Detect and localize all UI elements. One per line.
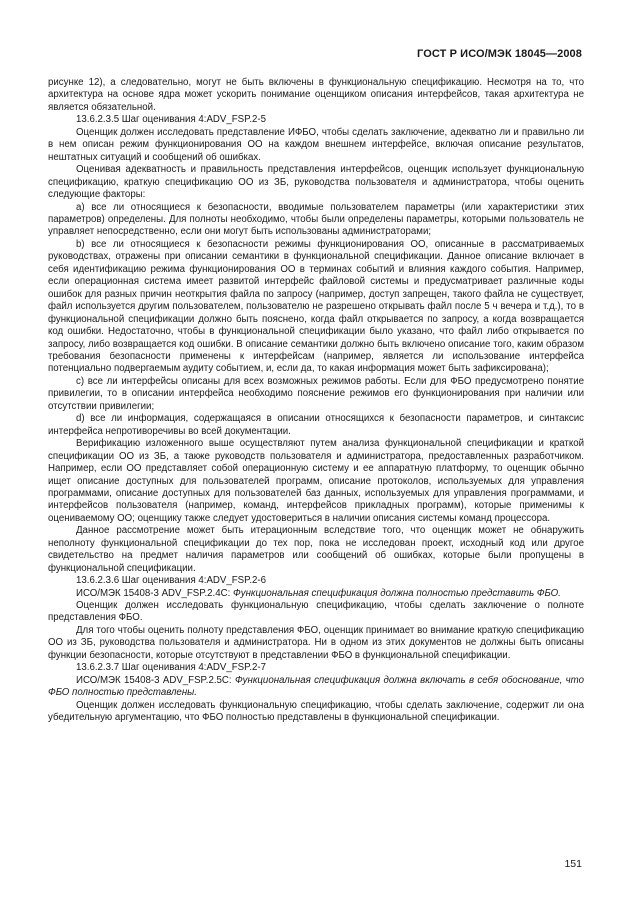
paragraph: Верификацию изложенного выше осуществляют путем анализа функциональной спецификации и краткой спецификации ОО из ЗБ, а также руководств пользователя и администратора, предоставленных разработчиком. Например, если ОО представляет собой операционную систему и ее аппаратную платформу, то оценщик обычно ищет описание доступных для пользователей программ, описание протоколов, используемых для управления программами, описание доступных для пользователей баз данных, используемых для управления программами, и интерфейсов пользователя (например, команд, интерфейсов прикладных программ), которые применимы к оцениваемому ОО; оценщику также следует удостовериться в наличии описания системы команд процессора. [48, 438, 584, 524]
section-heading-13-6-2-3-7: 13.6.2.3.7 Шаг оценивания 4:ADV_FSP.2-7 [76, 662, 267, 674]
paragraph: Оценщик должен исследовать представление ИФБО, чтобы сделать заключение, адекватно ли и правильно ли в нем описан режим функционирования ОО на каждом внешнем интерфейсе, включая описание результатов, нештатных ситуаций и сообщений об ошибках. [48, 126, 584, 163]
requirement-id: ИСО/МЭК 15408-3 ADV_FSP.2.4C: [76, 587, 234, 599]
paragraph: Оценивая адекватность и правильность представления интерфейсов, оценщик использует функциональную спецификацию, краткую спецификацию ОО из ЗБ, руководства пользователя и администратора, чтобы оценить следующие факторы: [48, 164, 584, 201]
paragraph: Оценщик должен исследовать функциональную спецификацию, чтобы сделать заключение о полноте представления ФБО. [48, 600, 584, 624]
list-item-d: d) все ли информация, содержащаяся в описании относящихся к безопасности параметров, и синтаксис интерфейса непротиворечивы во всей документации. [48, 413, 584, 437]
paragraph: Для того чтобы оценить полноту представления ФБО, оценщик принимает во внимание краткую спецификацию ОО из ЗБ, руководства пользователя и администратора. Ни в одном из этих документов не должны быть описаны функции безопасности, которые отсутствуют в представлении ФБО в функциональной спецификации. [48, 624, 584, 661]
requirement-text: Функциональная спецификация должна полностью представить ФБО. [233, 587, 561, 599]
page-number: 151 [564, 858, 582, 870]
standard-header: ГОСТ Р ИСО/МЭК 18045—2008 [417, 48, 582, 60]
paragraph-continuation: рисунке 12), а следовательно, могут не быть включены в функциональную спецификацию. Несмотря на то, что архитектура на основе ядра может ускорить понимание оценщиком описания интерфейсов, такая архитектура не является обязательной. [48, 77, 584, 113]
requirement-text: Функциональная спецификация должна включать в себя обоснование, что ФБО полностью представлены. [48, 674, 584, 699]
list-item-c: c) все ли интерфейсы описаны для всех возможных режимов работы. Если для ФБО предусмотрено понятие привилегии, то в описании интерфейса необходимо пояснение режимов его функционирования при наличии или отсутствии привилегии; [48, 375, 584, 412]
document-body [48, 77, 584, 725]
paragraph: Данное рассмотрение может быть итерационным вследствие того, что оценщик может не обнаружить неполноту функциональной спецификации до тех пор, пока не исследован проект, исходный код или другое свидетельство на предмет наличия параметров или сообщений об ошибках, которые были пропущены в функциональной спецификации. [48, 525, 584, 574]
section-heading-13-6-2-3-6: 13.6.2.3.6 Шаг оценивания 4:ADV_FSP.2-6 [76, 575, 267, 587]
requirement-id: ИСО/МЭК 15408-3 ADV_FSP.2.5C: [76, 674, 235, 686]
paragraph: Оценщик должен исследовать функциональную спецификацию, чтобы сделать заключение, содержит ли она убедительную аргументацию, что ФБО полностью представлены в функциональной спецификации. [48, 699, 584, 724]
list-item-b: b) все ли относящиеся к безопасности режимы функционирования ОО, описанные в рассматриваемых руководствах, отражены при описании семантики в функциональной спецификации. Данное описание включает в себя идентификацию режима функционирования ОО в терминах событий и влияния каждого события. Например, если операционная система имеет развитой интерфейс файловой системы и предусматривает различные коды ошибок для разных причин неоткрытия файла по запросу (например, доступ запрещен, такого файла не существует, файл используется другим пользователем, пользователю не разрешено открывать файл после 5 ч вечера и т.д.), то в функциональной спецификации должно быть пояснено, когда файл открывается по запросу, а когда возвращается код ошибки. Недостаточно, чтобы в функциональной спецификации было указано, что файл либо открывается по запросу, либо возвращается код ошибки. В описание семантики должно быть включено описание того, каким образом требования безопасности применены к интерфейсам (например, является ли использование интерфейса потенциально подвергаемым аудиту событием, и, если да, то какая информация может быть зафиксирована); [48, 238, 584, 375]
list-item-a: a) все ли относящиеся к безопасности, вводимые пользователем параметры (или характеристики этих параметров) определены. Для полноты необходимо, чтобы были определены параметры, которыми пользователь не управляет непосредственно, если они могут быть использованы администраторами; [48, 201, 584, 238]
section-heading-13-6-2-3-5: 13.6.2.3.5 Шаг оценивания 4:ADV_FSP.2-5 [76, 114, 267, 126]
requirement-reference [48, 588, 584, 600]
requirement-reference [48, 675, 584, 700]
